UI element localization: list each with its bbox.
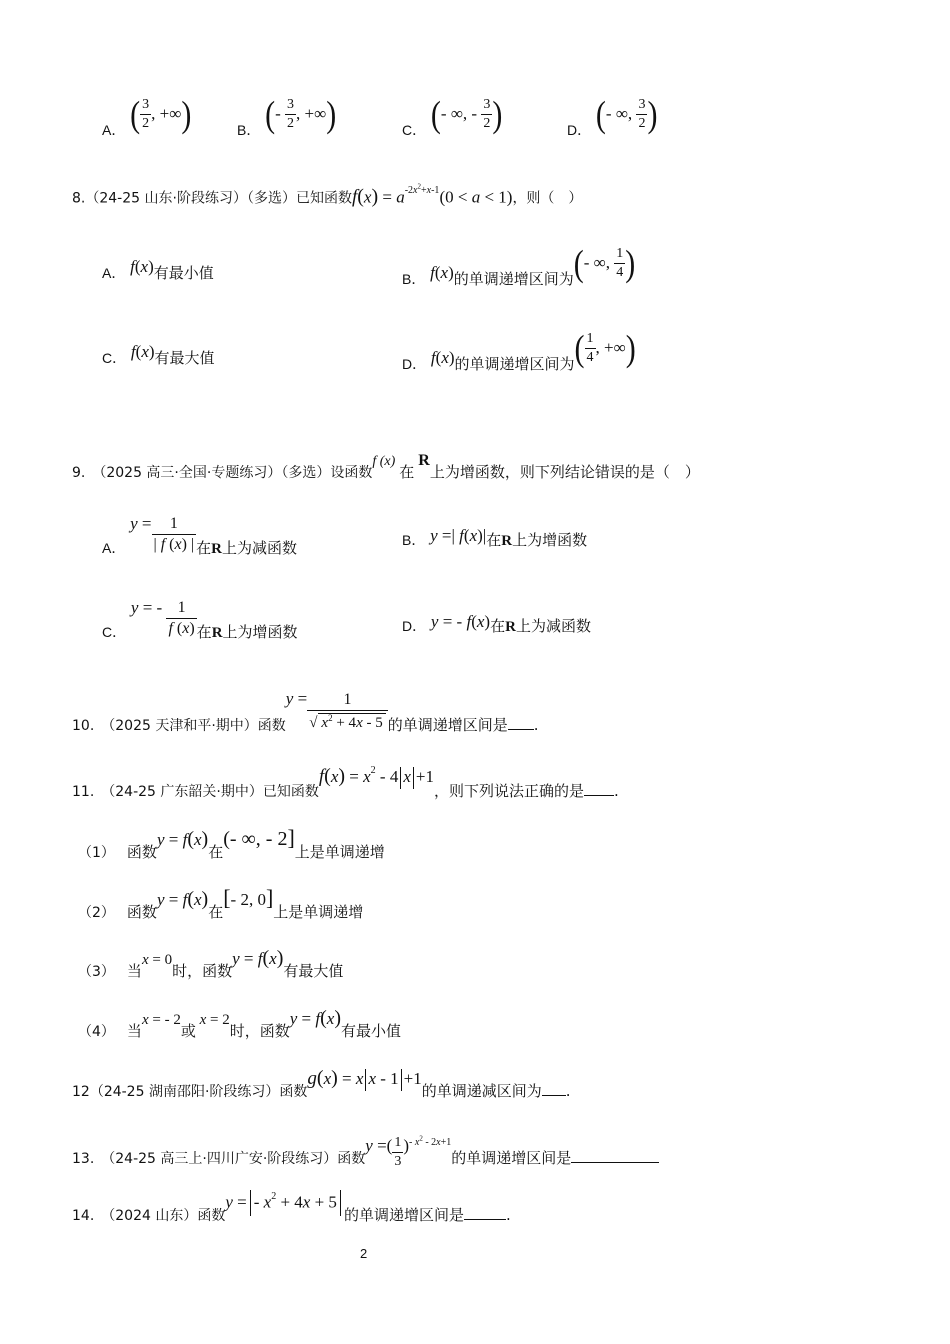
answer-blank[interactable] bbox=[584, 780, 614, 796]
q14-stem: 14. （2024 山东）函数y = - $x^2 + 4x + 5$的单调递增区间是 . bbox=[72, 1190, 511, 1224]
option-label: B． bbox=[237, 122, 261, 138]
q8-option-d: D． f(x)的单调递增区间为( $\frac{1}{4}$ , +∞) bbox=[402, 327, 636, 373]
option-label: D． bbox=[567, 122, 592, 138]
math-formula: f bbox=[430, 348, 436, 367]
math-formula: f bbox=[130, 342, 136, 361]
q11-statement-2: （2） 函数y = f(x)在[- 2, 0]上是单调递增 bbox=[78, 885, 364, 921]
q13-stem: 13. （24-25 高三上·四川广安·阶段练习）函数y =( $\frac{1}{3}$ )$^{- x^2 - 2x+1}$的单调递增区间是 bbox=[72, 1130, 659, 1163]
question-text: 8.（24-25 山东·阶段练习）（多选）已知函数 bbox=[72, 190, 352, 207]
q9-option-c: C． y = - $\frac{1}{f (x)}$ 在R上为增函数 bbox=[102, 598, 298, 641]
q7-option-a: A． ( $\frac{3}{2}$ , +∞) bbox=[102, 93, 192, 138]
q8-option-c: C． f(x)有最大值 bbox=[102, 342, 215, 367]
math-formula: f bbox=[430, 263, 435, 282]
question-text: ，则（ ） bbox=[512, 190, 583, 207]
q8-option-a: A． f(x)有最小值 bbox=[102, 257, 214, 282]
option-label: A． bbox=[102, 122, 126, 138]
q7-option-c: C． (- ∞, - $\frac{3}{2}$ ) bbox=[402, 93, 503, 138]
q11-statement-4: （4） 当x = - 2或 x = 2时，函数y = f(x)有最小值 bbox=[78, 1007, 402, 1040]
answer-blank[interactable] bbox=[464, 1204, 506, 1220]
q10-stem: 10. （2025 天津和平·期中）函数y = $\frac{1}{√ x^2 + 4x - 5}$ 的单调递增区间是 . bbox=[72, 689, 539, 734]
page-number: 2 bbox=[360, 1246, 368, 1261]
q9-stem: 9. （2025 高三·全国·专题练习）（多选）设函数f (x)在R上为增函数，则下列结论错误的是（ ） bbox=[72, 452, 700, 481]
answer-blank[interactable] bbox=[508, 714, 534, 730]
answer-blank[interactable] bbox=[571, 1147, 659, 1163]
q7-option-d: D． (- ∞, $\frac{3}{2}$ ) bbox=[567, 93, 658, 138]
math-formula: f (x) bbox=[372, 454, 396, 469]
answer-blank[interactable] bbox=[542, 1080, 566, 1096]
q11-statement-1: （1） 函数y = f(x)在(- ∞, - 2]上是单调递增 bbox=[78, 825, 385, 861]
option-label: C． bbox=[402, 122, 427, 138]
q11-stem: 11. （24-25 广东韶关·期中）已知函数$f(x) = x^2 - 4$ x +1，则下列说法正确的是 . bbox=[72, 765, 619, 800]
q7-option-b: B． (- $\frac{3}{2}$ , +∞) bbox=[237, 93, 337, 138]
q11-statement-3: （3） 当x = 0时，函数y = f(x)有最大值 bbox=[78, 947, 344, 980]
q9-option-a: A． y = $\frac{1}{| f (x) |}$ 在R上为减函数 bbox=[102, 514, 298, 557]
q12-stem: 12（24-25 湖南邵阳·阶段练习）函数g(x) = x x - 1 +1的单调递减区间为 . bbox=[72, 1067, 571, 1100]
q8-option-b: B． f(x)的单调递增区间为(- ∞, $\frac{1}{4}$ ) bbox=[402, 242, 636, 288]
q9-option-d: D． y = - f(x)在R上为减函数 bbox=[402, 612, 591, 635]
math-formula: f bbox=[351, 186, 358, 208]
math-formula: f bbox=[130, 257, 135, 276]
q8-stem: 8.（24-25 山东·阶段练习）（多选）已知函数$f(x) = a^{-2x^2+x-1}(0 < a < 1)$，则（ ） bbox=[72, 183, 583, 208]
q9-option-b: B． y =| f(x)|在R上为增函数 bbox=[402, 526, 588, 549]
